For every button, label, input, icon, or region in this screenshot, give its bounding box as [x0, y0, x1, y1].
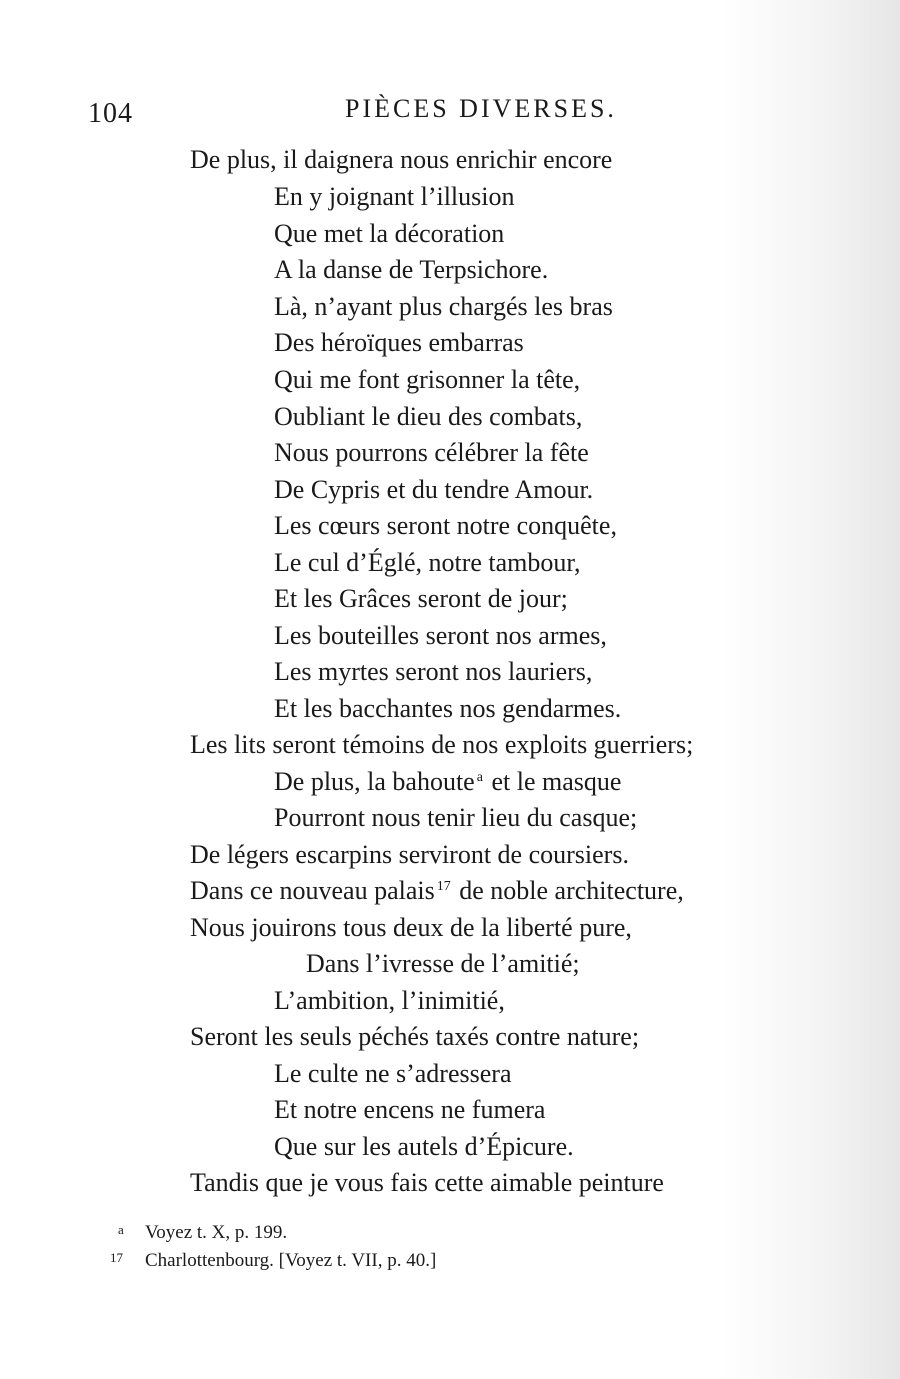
- poem-line: Et notre encens ne fumera: [274, 1095, 546, 1124]
- poem-line: Seront les seuls péchés taxés contre nature;: [190, 1022, 640, 1051]
- poem-line-text: et le masque: [484, 767, 622, 796]
- poem-line: [190, 873, 684, 909]
- footnote-reference: a: [476, 770, 483, 785]
- poem-line: De légers escarpins serviront de coursiers.: [190, 840, 629, 869]
- poem-line: Oubliant le dieu des combats,: [274, 402, 583, 431]
- poem-line-text: De plus, la bahoute: [274, 767, 475, 796]
- poem-line: Les lits seront témoins de nos exploits guerriers;: [190, 730, 694, 759]
- poem-line: Le culte ne s’adressera: [274, 1059, 512, 1088]
- poem-line: Des héroïques embarras: [274, 328, 524, 357]
- poem-line: Et les Grâces seront de jour;: [274, 584, 568, 613]
- poem-line: Que sur les autels d’Épicure.: [274, 1132, 574, 1161]
- poem-line: Les cœurs seront notre conquête,: [274, 511, 617, 540]
- poem-line: Les bouteilles seront nos armes,: [274, 621, 607, 650]
- poem-line: Dans l’ivresse de l’amitié;: [306, 949, 580, 978]
- poem-line: Et les bacchantes nos gendarmes.: [274, 694, 622, 723]
- poem-line: En y joignant l’illusion: [274, 182, 515, 211]
- poem-line-text: de noble architecture,: [452, 876, 684, 905]
- footnote-text: Charlottenbourg. [Voyez t. VII, p. 40.]: [145, 1250, 437, 1271]
- footnote-mark: a: [118, 1222, 124, 1237]
- poem-line: L’ambition, l’inimitié,: [274, 986, 505, 1015]
- running-title: PIÈCES DIVERSES.: [345, 94, 617, 123]
- poem-line: A la danse de Terpsichore.: [274, 255, 549, 284]
- footnote-mark: 17: [110, 1250, 123, 1265]
- page-number: 104: [88, 98, 133, 129]
- poem-line: Que met la décoration: [274, 219, 505, 248]
- poem-line-text: Dans ce nouveau palais: [190, 876, 435, 905]
- poem-line: Tandis que je vous fais cette aimable peinture: [190, 1168, 664, 1197]
- poem-line: Les myrtes seront nos lauriers,: [274, 657, 593, 686]
- poem-line: Nous pourrons célébrer la fête: [274, 438, 589, 467]
- footnote-text: Voyez t. X, p. 199.: [145, 1222, 288, 1243]
- poem-line: Nous jouirons tous deux de la liberté pure,: [190, 913, 632, 942]
- poem-line: [274, 764, 621, 800]
- poem-line: Le cul d’Églé, notre tambour,: [274, 548, 581, 577]
- poem-line: De Cypris et du tendre Amour.: [274, 475, 594, 504]
- poem-line: Qui me font grisonner la tête,: [274, 365, 581, 394]
- poem-line: Là, n’ayant plus chargés les bras: [274, 292, 613, 321]
- poem-line: Pourront nous tenir lieu du casque;: [274, 803, 638, 832]
- footnote-reference: 17: [436, 879, 451, 894]
- poem-line: De plus, il daignera nous enrichir encore: [190, 145, 613, 174]
